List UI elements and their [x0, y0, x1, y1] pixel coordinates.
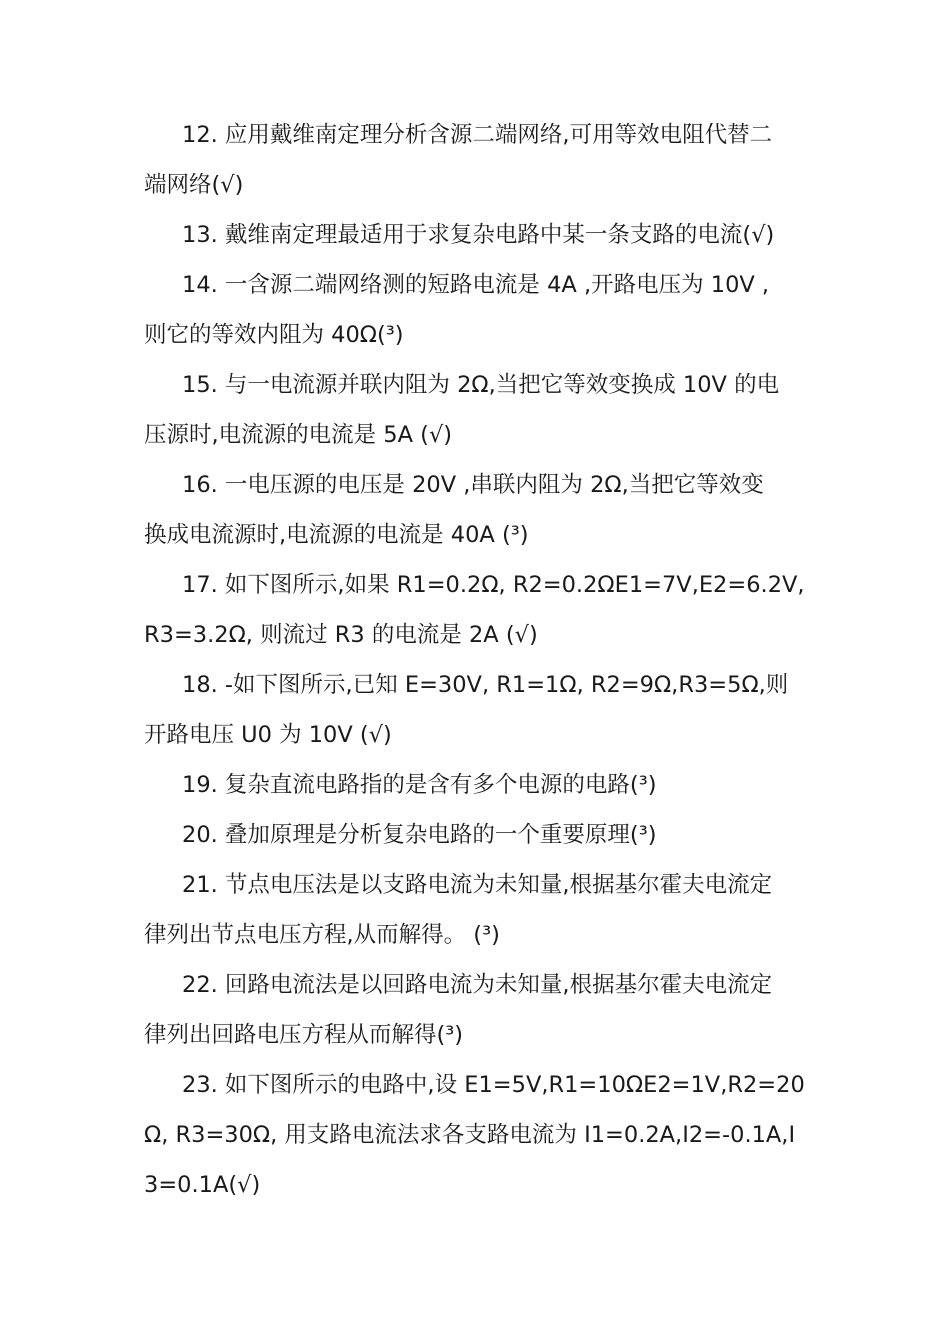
- item-line: 压源时,电流源的电流是 5A (√): [144, 422, 453, 448]
- item-line: Ω, R3=30Ω, 用支路电流法求各支路电流为 I1=0.2A,I2=-0.1A,I: [144, 1122, 796, 1148]
- list-item: [144, 660, 812, 760]
- list-item: [144, 110, 812, 210]
- item-line: 21. 节点电压法是以支路电流为未知量,根据基尔霍夫电流定: [182, 872, 773, 898]
- item-line: 19. 复杂直流电路指的是含有多个电源的电路(³): [182, 772, 657, 798]
- list-item: [144, 210, 812, 260]
- list-item: [144, 1060, 812, 1210]
- item-line: R3=3.2Ω, 则流过 R3 的电流是 2A (√): [144, 622, 538, 648]
- question-list: [144, 110, 812, 1210]
- item-line: 律列出回路电压方程从而解得(³): [144, 1022, 464, 1048]
- list-item: [144, 810, 812, 860]
- item-line: 则它的等效内阻为 40Ω(³): [144, 322, 404, 348]
- item-line: 16. 一电压源的电压是 20V ,串联内阻为 2Ω,当把它等效变: [182, 472, 764, 498]
- item-line: 23. 如下图所示的电路中,设 E1=5V,R1=10ΩE2=1V,R2=20: [182, 1072, 805, 1098]
- item-line: 12. 应用戴维南定理分析含源二端网络,可用等效电阻代替二: [182, 122, 773, 148]
- item-line: 20. 叠加原理是分析复杂电路的一个重要原理(³): [182, 822, 657, 848]
- item-line: 13. 戴维南定理最适用于求复杂电路中某一条支路的电流(√): [182, 222, 775, 248]
- item-line: 律列出节点电压方程,从而解得。 (³): [144, 922, 500, 948]
- list-item: [144, 260, 812, 360]
- list-item: [144, 960, 812, 1060]
- list-item: [144, 360, 812, 460]
- item-line: 14. 一含源二端网络测的短路电流是 4A ,开路电压为 10V ,: [182, 272, 770, 298]
- list-item: [144, 560, 812, 660]
- item-line: 18. -如下图所示,已知 E=30V, R1=1Ω, R2=9Ω,R3=5Ω,则: [182, 672, 789, 698]
- item-line: 换成电流源时,电流源的电流是 40A (³): [144, 522, 529, 548]
- list-item: [144, 760, 812, 810]
- item-line: 3=0.1A(√): [144, 1172, 261, 1198]
- list-item: [144, 460, 812, 560]
- item-line: 17. 如下图所示,如果 R1=0.2Ω, R2=0.2ΩE1=7V,E2=6.2V,: [182, 572, 805, 598]
- list-item: [144, 860, 812, 960]
- item-line: 22. 回路电流法是以回路电流为未知量,根据基尔霍夫电流定: [182, 972, 773, 998]
- item-line: 15. 与一电流源并联内阻为 2Ω,当把它等效变换成 10V 的电: [182, 372, 780, 398]
- item-line: 开路电压 U0 为 10V (√): [144, 722, 392, 748]
- item-line: 端网络(√): [144, 172, 244, 198]
